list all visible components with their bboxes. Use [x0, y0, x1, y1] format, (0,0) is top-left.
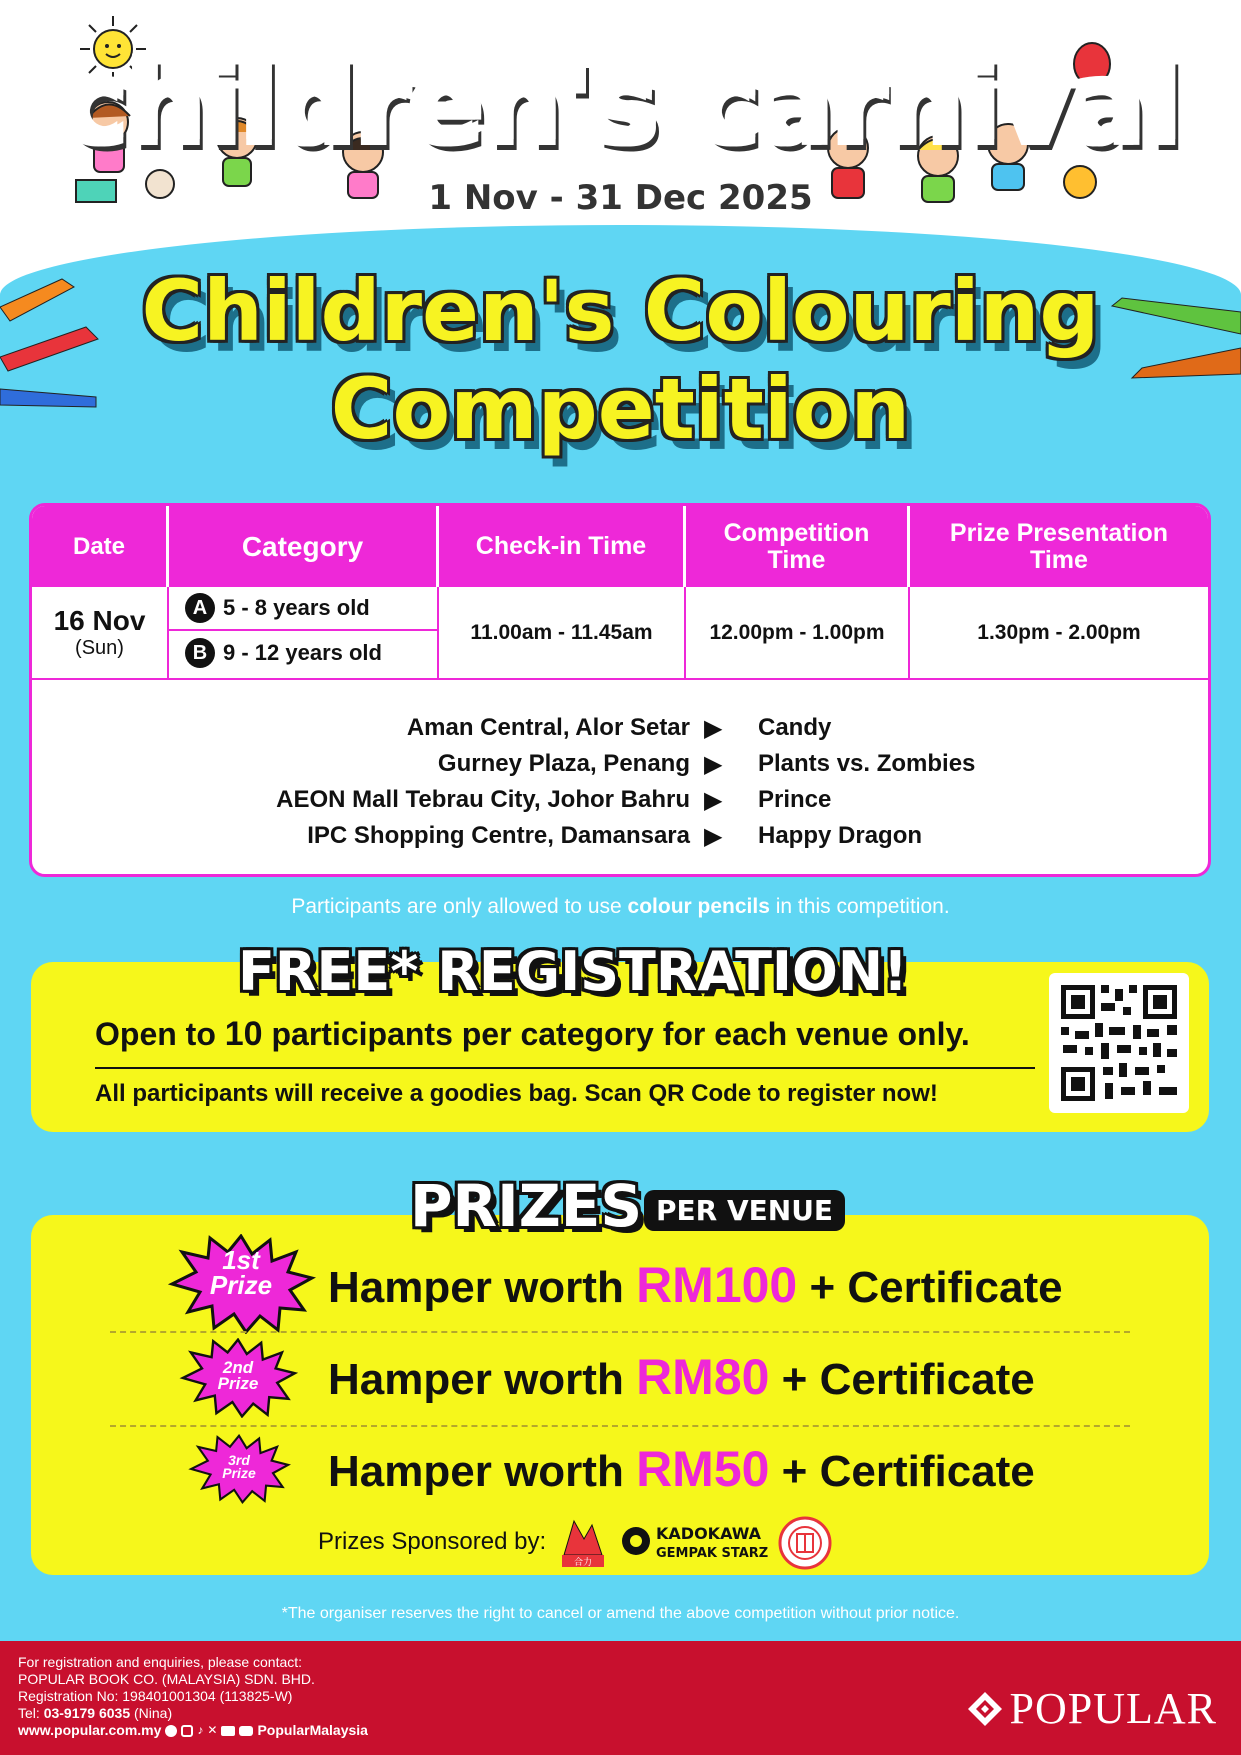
prize-row-1 — [0, 1242, 1241, 1322]
registration-title: FREE* REGISTRATION! — [238, 940, 908, 1003]
header-prize: Prize Presentation Time — [910, 506, 1208, 587]
checkin-time: 11.00am - 11.45am — [439, 587, 686, 678]
footer-contact — [18, 1654, 368, 1739]
table-header — [32, 506, 1208, 587]
footer-line2: POPULAR BOOK CO. (MALAYSIA) SDN. BHD. — [18, 1671, 315, 1687]
prize-suffix: + Certificate — [781, 1447, 1035, 1496]
arrow-right-icon: ▶ — [704, 714, 723, 742]
list-item — [32, 710, 1208, 746]
rank-num: 1st — [222, 1245, 260, 1275]
divider — [110, 1331, 1130, 1333]
footer-tel — [18, 1705, 368, 1722]
tel-label: Tel: — [18, 1705, 40, 1721]
note-bold: colour pencils — [627, 895, 770, 918]
prize-prefix: Hamper worth — [328, 1447, 624, 1496]
qr-code-icon — [1049, 973, 1189, 1113]
competition-time: 12.00pm - 1.00pm — [686, 587, 910, 678]
sponsor-logo-kadokawa-text: KADOKAWA — [656, 1524, 762, 1543]
reg-line1-prefix: Open to — [95, 1016, 216, 1052]
carnival-title-text: children's carnival — [61, 39, 1180, 169]
disclaimer: *The organiser reserves the right to cancel or amend the above competition without prior notice. — [281, 1605, 960, 1622]
list-item — [32, 818, 1208, 854]
facebook-icon[interactable] — [165, 1725, 177, 1737]
rank-num: 3rd — [228, 1452, 250, 1468]
popular-logo-text: POPULAR — [1009, 1684, 1217, 1733]
prize-suffix: + Certificate — [781, 1355, 1035, 1404]
header-competition: Competition Time — [686, 506, 910, 587]
note-prefix: Participants are only allowed to use — [291, 895, 622, 918]
reg-line1-number: 10 — [224, 1015, 263, 1053]
sponsor-logo-heli-text: 合力 — [573, 1558, 593, 1568]
sponsor-label: Prizes Sponsored by: — [318, 1528, 547, 1555]
prize-prefix: Hamper worth — [328, 1263, 624, 1312]
venue-theme: Prince — [758, 786, 832, 813]
venue-theme: Happy Dragon — [758, 822, 923, 849]
youtube-icon[interactable] — [239, 1726, 253, 1736]
date-day: (Sun) — [75, 637, 124, 659]
list-item — [32, 782, 1208, 818]
prizes-title: PRIZES — [410, 1172, 643, 1240]
prize-description — [328, 1440, 1035, 1498]
tiktok-icon[interactable]: ♪ — [197, 1723, 204, 1737]
qr-code[interactable] — [1049, 973, 1189, 1113]
category-badge-b: B — [185, 638, 215, 668]
rank-word: Prize — [217, 1374, 259, 1394]
tel-name: (Nina) — [134, 1705, 173, 1721]
prize-rank-2 — [203, 1360, 273, 1392]
popular-logo — [966, 1683, 1218, 1734]
date-cell — [32, 587, 169, 678]
prize-rank-1 — [196, 1245, 286, 1300]
sponsor-logo-kadokawa — [620, 1518, 770, 1564]
header-checkin: Check-in Time — [439, 506, 686, 587]
tel-number[interactable]: 03-9179 6035 — [43, 1705, 131, 1721]
prize-amount: RM100 — [636, 1257, 798, 1313]
rank-word: Prize — [209, 1269, 273, 1300]
footer — [0, 1641, 1241, 1755]
x-icon[interactable]: ✕ — [207, 1723, 218, 1737]
prize-description — [328, 1256, 1063, 1314]
header-category: Category — [169, 506, 439, 587]
category-label: 5 - 8 years old — [223, 595, 370, 620]
footer-line1: For registration and enquiries, please contact: — [18, 1654, 303, 1670]
prize-time: 1.30pm - 2.00pm — [977, 620, 1141, 644]
prize-amount: RM50 — [636, 1441, 770, 1497]
page-title-line2: Competition — [330, 360, 911, 458]
instagram-icon[interactable] — [181, 1725, 193, 1737]
category-item — [169, 587, 437, 631]
popular-logo-icon — [966, 1690, 1004, 1728]
footer-web — [18, 1722, 368, 1739]
schedule-table — [29, 503, 1211, 877]
footer-line3: Registration No: 198401001304 (113825-W) — [18, 1688, 293, 1704]
venue-list — [32, 682, 1208, 854]
sponsor-logo-heli — [556, 1515, 610, 1569]
reg-line1-suffix: participants per category for each venue only. — [271, 1016, 970, 1052]
date-main: 16 Nov — [53, 605, 146, 636]
prize-row-3 — [0, 1432, 1241, 1512]
social-handle[interactable]: PopularMalaysia — [257, 1722, 368, 1738]
arrow-right-icon: ▶ — [704, 786, 723, 814]
carnival-date: 1 Nov - 31 Dec 2025 — [428, 178, 813, 218]
sponsor-logo-seal — [778, 1516, 832, 1570]
rank-word: Prize — [222, 1465, 256, 1482]
category-item — [169, 631, 437, 675]
xiaohongshu-icon[interactable] — [221, 1726, 235, 1736]
header-date: Date — [32, 506, 169, 587]
website-link[interactable]: www.popular.com.my — [18, 1722, 162, 1738]
venue-name: Aman Central, Alor Setar — [406, 714, 690, 741]
prize-amount: RM80 — [636, 1349, 770, 1405]
venue-name: IPC Shopping Centre, Damansara — [307, 822, 690, 849]
venue-theme: Candy — [758, 714, 832, 741]
rank-num: 2nd — [222, 1358, 254, 1377]
prize-description — [328, 1348, 1035, 1406]
category-cell — [169, 587, 439, 678]
arrow-right-icon: ▶ — [704, 750, 723, 778]
prize-prefix: Hamper worth — [328, 1355, 624, 1404]
prizes-subtitle: PER VENUE — [644, 1190, 845, 1231]
category-label: 9 - 12 years old — [223, 640, 382, 665]
sponsor-logo-gempak-text: GEMPAK STARZ — [656, 1546, 769, 1561]
rules-note — [0, 895, 1241, 919]
prize-rank-3 — [210, 1454, 268, 1481]
page-title-line1: Children's Colouring — [141, 262, 1100, 360]
divider — [110, 1425, 1130, 1427]
prize-suffix: + Certificate — [809, 1263, 1063, 1312]
carnival-title — [0, 39, 1241, 169]
category-badge-a: A — [185, 593, 215, 623]
page-title — [0, 262, 1241, 458]
table-row — [32, 587, 1208, 680]
note-suffix: in this competition. — [775, 895, 950, 918]
prize-row-2 — [0, 1340, 1241, 1420]
registration-line1 — [95, 1015, 970, 1054]
venue-theme: Plants vs. Zombies — [758, 750, 976, 777]
list-item — [32, 746, 1208, 782]
venue-name: Gurney Plaza, Penang — [437, 750, 690, 777]
arrow-right-icon: ▶ — [704, 822, 723, 850]
venue-name: AEON Mall Tebrau City, Johor Bahru — [276, 786, 690, 813]
registration-line2: All participants will receive a goodies bag. Scan QR Code to register now! — [95, 1080, 938, 1107]
divider — [95, 1067, 1035, 1069]
